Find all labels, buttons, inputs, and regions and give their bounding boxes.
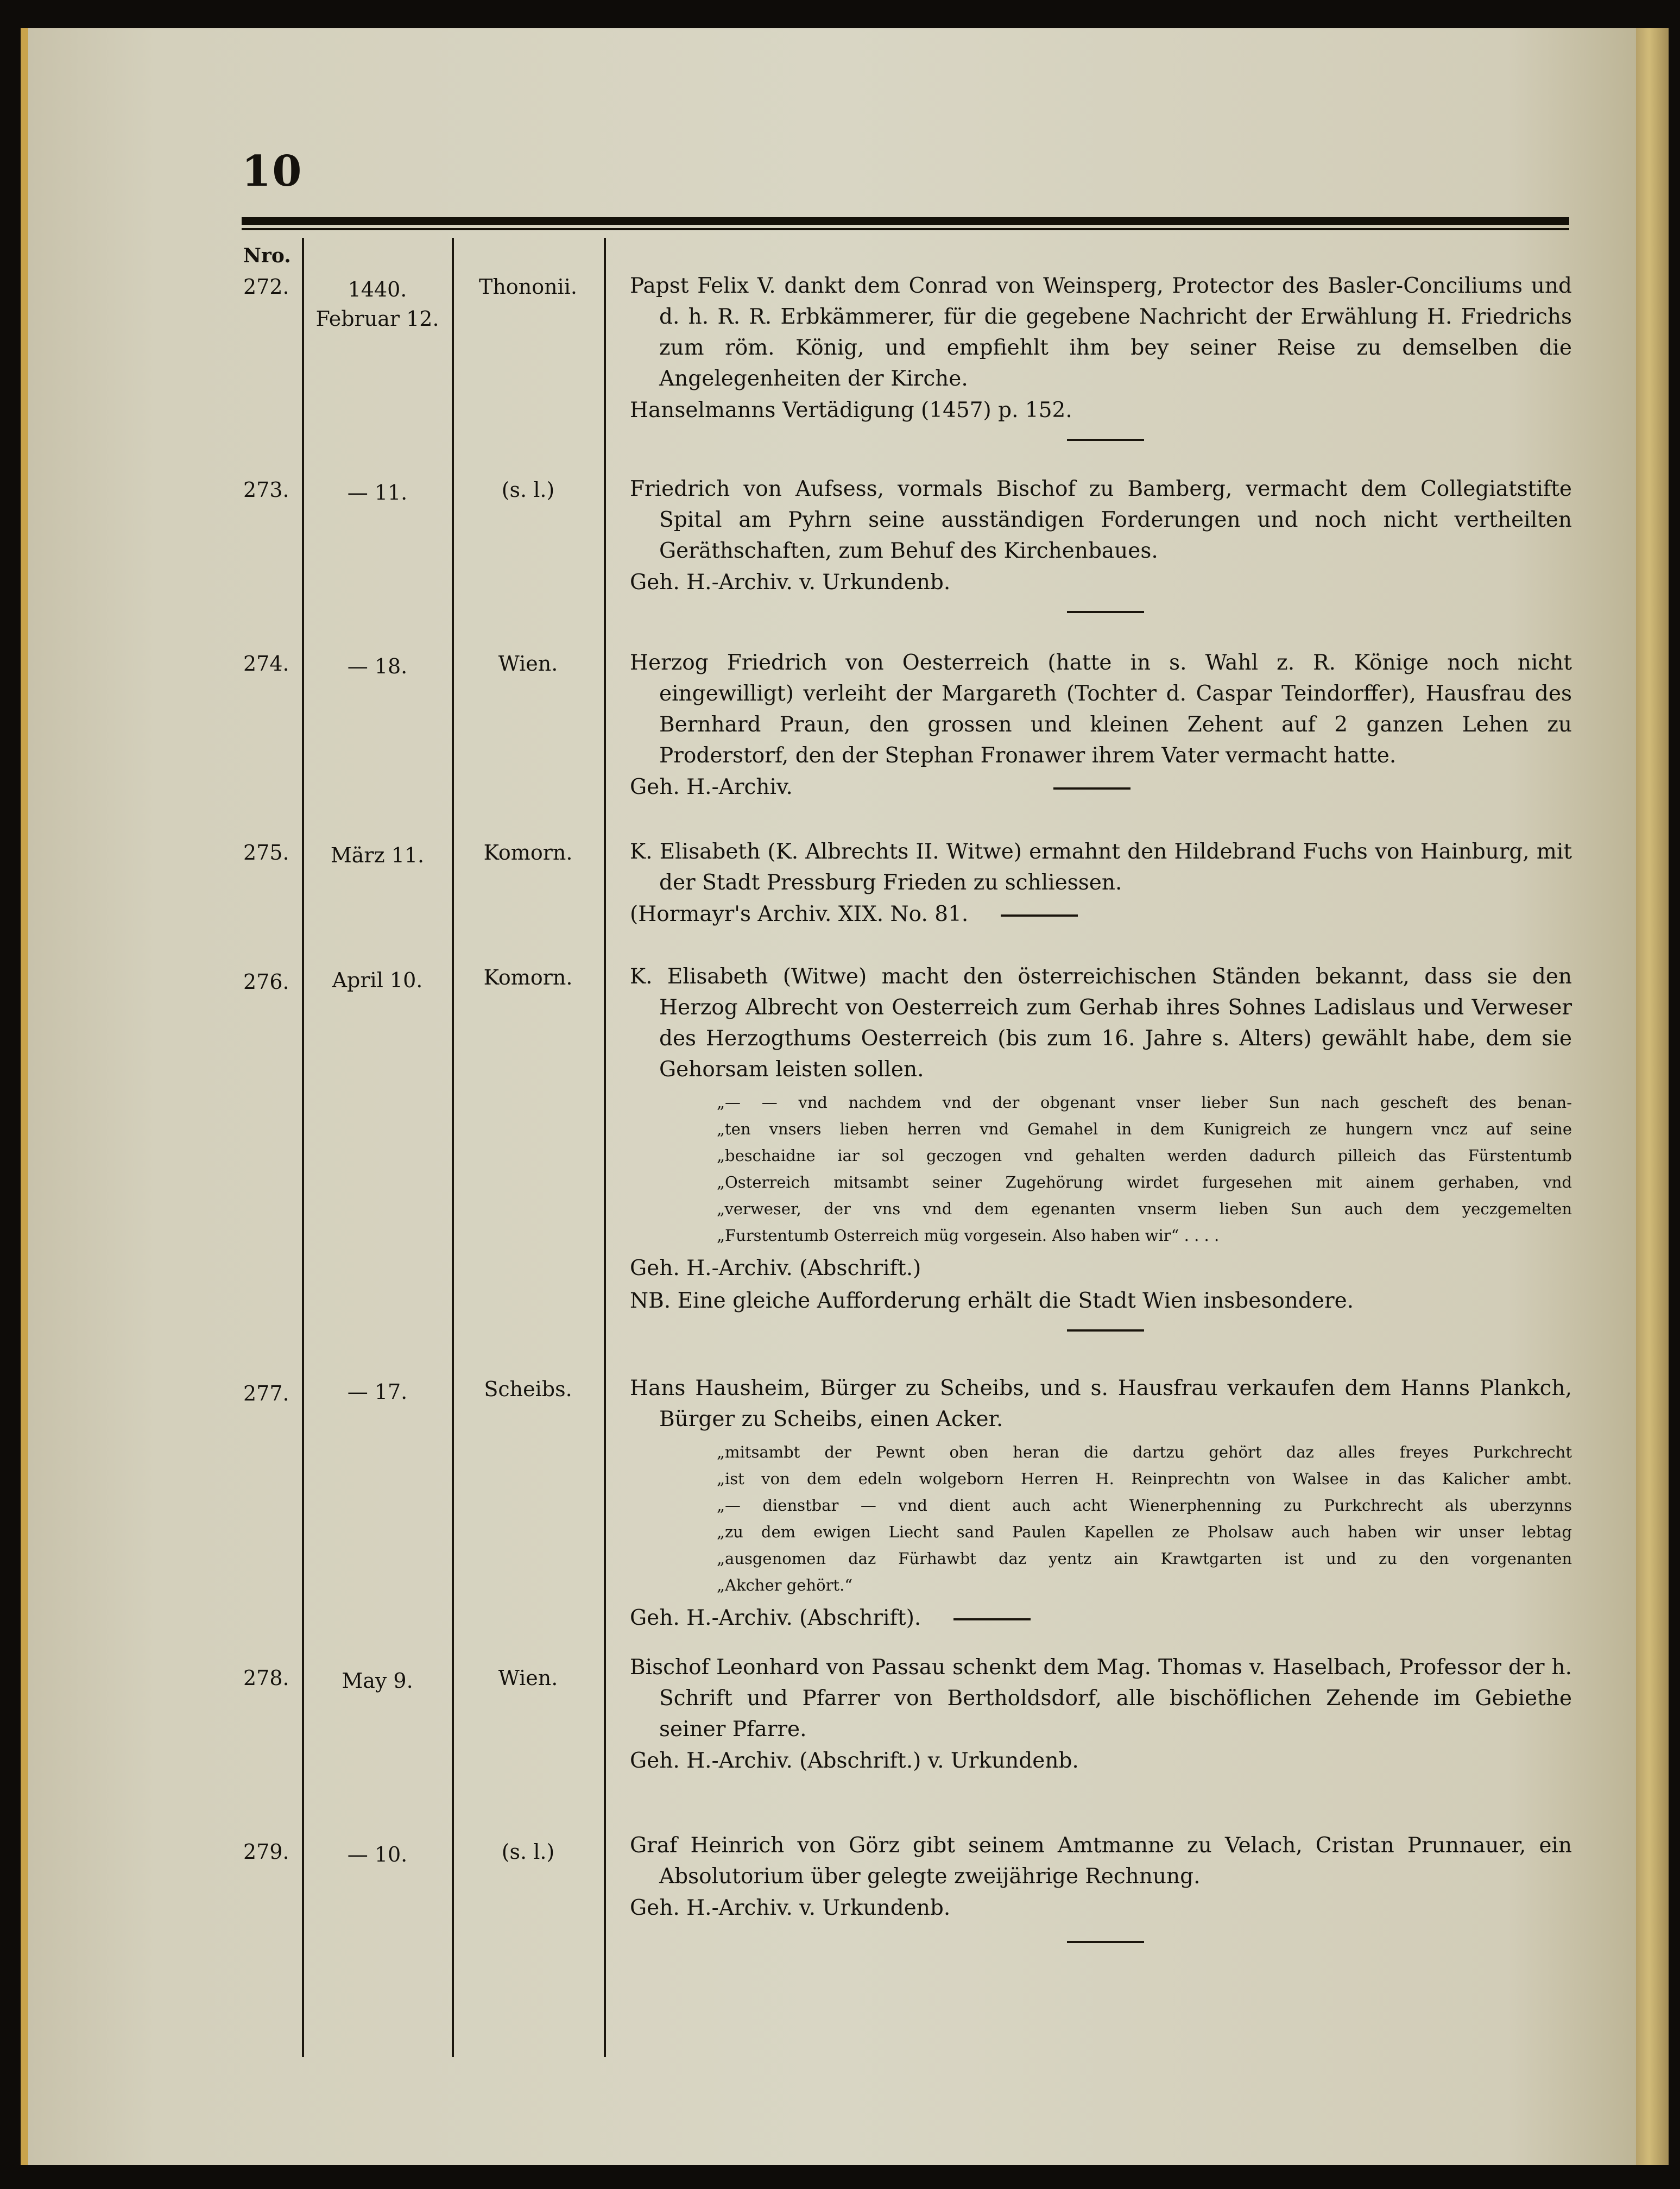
column-divider-3 bbox=[604, 238, 606, 2057]
entry-date: — 18. bbox=[347, 654, 408, 678]
quote-line: „verweser, der vns vnd dem egenanten vnserm lieben Sun auch dem yeczgemelten bbox=[717, 1200, 1572, 1218]
entry-276 bbox=[630, 961, 1572, 1332]
entry-source: Geh. H.-Archiv. (Abschrift.) v. Urkundenb. bbox=[630, 1749, 1079, 1773]
quote-line: „— dienstbar — vnd dient auch acht Wienerphenning zu Purkchrecht als uberzynns bbox=[717, 1496, 1572, 1515]
entry-source-text: Geh. H.-Archiv. bbox=[630, 775, 793, 799]
entry-place: (s. l.) bbox=[501, 1840, 555, 1864]
entry-277 bbox=[630, 1373, 1572, 1635]
separator bbox=[1067, 1941, 1144, 1943]
quote-line: „ist von dem edeln wolgeborn Herren H. Reinprechtn von Walsee in das Kalicher ambt. bbox=[717, 1469, 1572, 1488]
nro-header: Nro. bbox=[243, 244, 291, 267]
entry-text: Bischof Leonhard von Passau schenkt dem Mag. Thomas v. Haselbach, Professor der h. Schrift und Pfarrer von Bertholdsdorf, alle bischöflichen Zehende im Gebiethe seiner Pfarre. bbox=[630, 1655, 1572, 1742]
entry-number: 279. bbox=[243, 1840, 289, 1864]
entry-number: 273. bbox=[243, 478, 289, 502]
entry-text: Friedrich von Aufsess, vormals Bischof zu Bamberg, vermacht dem Collegiatstifte Spital am Pyhrn seine ausständigen Forderungen und noch nicht vertheilten Geräthschaften, zum Behuf des Kirchenbaues. bbox=[630, 477, 1572, 563]
quote-block bbox=[717, 1089, 1572, 1249]
entry-place: Komorn. bbox=[483, 966, 573, 989]
entry-text: Hans Hausheim, Bürger zu Scheibs, und s. Hausfrau verkaufen dem Hanns Plankch, Bürger zu Scheibs, einen Acker. bbox=[630, 1376, 1572, 1431]
entry-place: (s. l.) bbox=[501, 478, 555, 502]
quote-line: „Furstentumb Osterreich müg vorgesein. Also haben wir“ . . . . bbox=[717, 1226, 1220, 1245]
entry-number: 275. bbox=[243, 841, 289, 865]
separator bbox=[953, 1618, 1031, 1620]
entry-place: Scheibs. bbox=[484, 1377, 572, 1401]
entry-date: April 10. bbox=[332, 968, 423, 992]
column-divider-2 bbox=[452, 238, 454, 2057]
header-rule-thin bbox=[242, 228, 1569, 230]
entry-text: Graf Heinrich von Görz gibt seinem Amtmanne zu Velach, Cristan Prunnauer, ein Absolutorium über gelegte zweijährige Rechnung. bbox=[630, 1833, 1572, 1889]
entry-source-text: Geh. H.-Archiv. (Abschrift). bbox=[630, 1606, 921, 1630]
entry-date: März 11. bbox=[330, 843, 425, 867]
page-edge bbox=[1636, 28, 1669, 2165]
quote-line: „— — vnd nachdem vnd der obgenant vnser lieber Sun nach gescheft des benan- bbox=[717, 1093, 1572, 1112]
column-divider-1 bbox=[302, 238, 304, 2057]
entry-273 bbox=[630, 474, 1572, 613]
separator bbox=[1067, 611, 1144, 613]
entry-source: Geh. H.-Archiv. v. Urkundenb. bbox=[630, 1896, 951, 1920]
entry-source: Geh. H.-Archiv. v. Urkundenb. bbox=[630, 570, 951, 595]
entry-text: K. Elisabeth (K. Albrechts II. Witwe) ermahnt den Hildebrand Fuchs von Hainburg, mit der Stadt Pressburg Frieden zu schliessen. bbox=[630, 840, 1572, 895]
entry-source: Geh. H.-Archiv. (Abschrift.) bbox=[630, 1256, 921, 1280]
separator bbox=[1001, 914, 1078, 917]
quote-block bbox=[717, 1439, 1572, 1599]
entry-place: Wien. bbox=[498, 1666, 558, 1690]
entry-date: — 10. bbox=[347, 1843, 408, 1866]
entry-date: May 9. bbox=[342, 1669, 413, 1693]
quote-line: „ausgenomen daz Fürhawbt daz yentz ain Krawtgarten ist und zu den vorgenanten bbox=[717, 1549, 1572, 1568]
separator bbox=[1067, 1329, 1144, 1332]
entry-date: — 17. bbox=[347, 1380, 408, 1404]
entry-number: 278. bbox=[243, 1666, 289, 1690]
separator bbox=[1067, 439, 1144, 441]
quote-line: „beschaidne iar sol geczogen vnd gehalten werden dadurch pilleich das Fürstentumb bbox=[717, 1146, 1572, 1165]
header-rule-thick bbox=[242, 217, 1569, 225]
entry-text: Papst Felix V. dankt dem Conrad von Weinsperg, Protector des Basler-Conciliums und d. h. R. R. Erbkämmerer, für die gegebene Nachricht der Erwählung H. Friedrichs zum röm. König, und empfiehlt ihm bey seiner Reise zu demselben die Angelegenheiten der Kirche. bbox=[630, 274, 1572, 391]
entry-275 bbox=[630, 836, 1572, 931]
entry-number: 272. bbox=[243, 275, 289, 299]
entry-place: Thononii. bbox=[479, 275, 577, 299]
quote-line: „Akcher gehört.“ bbox=[717, 1576, 853, 1594]
separator bbox=[1053, 787, 1130, 790]
entry-number: 277. bbox=[243, 1381, 289, 1405]
entry-source-text: (Hormayr's Archiv. XIX. No. 81. bbox=[630, 902, 969, 926]
quote-line: „zu dem ewigen Liecht sand Paulen Kapellen ze Pholsaw auch haben wir unser lebtag bbox=[717, 1523, 1572, 1541]
entry-place: Wien. bbox=[498, 652, 558, 676]
quote-line: „Osterreich mitsambt seiner Zugehörung wirdet furgesehen mit ainem gerhaben, vnd bbox=[717, 1173, 1572, 1191]
entry-date: — 11. bbox=[347, 481, 408, 504]
entry-place: Komorn. bbox=[483, 841, 573, 865]
entry-272 bbox=[630, 270, 1572, 441]
entry-number: 274. bbox=[243, 652, 289, 676]
entry-source: Hanselmanns Vertädigung (1457) p. 152. bbox=[630, 398, 1072, 422]
entry-note: NB. Eine gleiche Aufforderung erhält die Stadt Wien insbesondere. bbox=[630, 1289, 1354, 1313]
entry-source bbox=[630, 771, 1572, 804]
entry-278 bbox=[630, 1652, 1572, 1777]
page-number: 10 bbox=[242, 147, 303, 196]
entry-source bbox=[630, 1602, 1572, 1635]
entry-text: Herzog Friedrich von Oesterreich (hatte in s. Wahl z. R. Könige noch nicht eingewilligt) verleiht der Margareth (Tochter d. Caspar Teindorffer), Hausfrau des Bernhard Praun, den grossen und kleinen Zehent auf 2 ganzen Lehen zu Proderstorf, den der Stephan Fronawer ihrem Vater vermacht hatte. bbox=[630, 651, 1572, 768]
entry-279 bbox=[630, 1830, 1572, 1943]
quote-line: „ten vnsers lieben herren vnd Gemahel in dem Kunigreich ze hungern vncz auf seine bbox=[717, 1120, 1572, 1138]
quote-line: „mitsambt der Pewnt oben heran die dartzu gehört daz alles freyes Purkchrecht bbox=[717, 1443, 1572, 1461]
entry-274 bbox=[630, 647, 1572, 804]
entry-source bbox=[630, 898, 1572, 931]
entry-text: K. Elisabeth (Witwe) macht den österreichischen Ständen bekannt, dass sie den Herzog Albrecht von Oesterreich zum Gerhab ihres Sohnes Ladislaus und Verweser des Herzogthums Oesterreich (bis zum 16. Jahre s. Alters) gewählt habe, dem sie Gehorsam leisten sollen. bbox=[630, 964, 1572, 1082]
entry-number: 276. bbox=[243, 970, 289, 994]
entry-date: 1440. Februar 12. bbox=[315, 277, 439, 331]
